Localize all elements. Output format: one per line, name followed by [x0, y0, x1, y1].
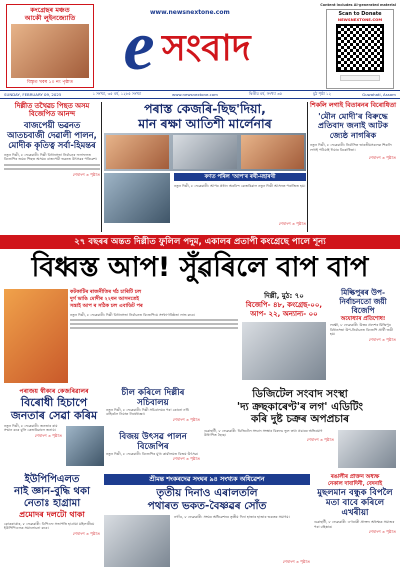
mukhya-story[interactable]: [314, 474, 396, 570]
right-col-more[interactable]: শেষাংশ ৩ পৃষ্ঠাত: [368, 155, 396, 161]
logo-word: সংবাদ: [162, 28, 251, 69]
left-col-subheadline: বাজপেয়ী ভৱনত আতচবাজী দেৱালী পালন, মোদীক কৃতিত্ব সৰ্বা-হিমন্তৰ: [7, 120, 97, 150]
kejriwal-headline-1: বিৰোধী হিচাপে: [20, 396, 88, 409]
kejriwal-story[interactable]: [4, 388, 104, 470]
center-photo: [104, 133, 306, 171]
main-headline[interactable]: বিধ্বস্ত আপ! সুঁৱৰিলে বাপ বাপ: [31, 252, 369, 283]
vijay-story[interactable]: [106, 432, 200, 472]
topleft-headline-1: কংগ্ৰেছৰ মঞ্চত: [30, 6, 70, 14]
dateline-bar: [0, 90, 400, 99]
right-col-story[interactable]: [310, 102, 396, 232]
digital-story[interactable]: [204, 388, 396, 470]
donate-url: NEWSNEXTONE.COM: [337, 17, 383, 22]
dateline-pages: মুঠ পৃষ্ঠা ১২: [313, 91, 332, 96]
center-more[interactable]: শেষাংশ ৩ পৃষ্ঠাত: [278, 221, 306, 226]
dateline-edition: দ্বিতীয় বৰ্ষ, সংখ্যা ৩৫: [248, 91, 283, 96]
donate-label: Scan to Donate: [338, 11, 382, 17]
mukhya-body: গুৱাহাটী, ৮ ফেব্ৰুৱাৰী: এগৰাকী প্ৰাক্তন অধ্যক্ষক সমাজৰ পৰা বহিষ্কাৰ।: [314, 520, 395, 529]
right-col-body: নতুন দিল্লী, ৮ ফেব্ৰুৱাৰী: নিৰ্বাসিত ভাৰতীয়সকলক শিকলি লগাই পঠিয়াই দিয়াৰ বিৰোধিতা।: [310, 143, 392, 152]
left-col-body: নতুন দিল্লী, ৮ ফেব্ৰুৱাৰী: দিল্লী বিধানসভা নিৰ্বাচনৰ ফলাফলত বিজেপিৰ জয়ৰ পিছত অসমৰ বাজপেয়ী ভৱনত উৎসৱৰ পৰিৱেশ।: [4, 153, 97, 162]
bullet-item: সন্ত্ৰাই আপ ৰ সঠিক চল এবাডিট পৰ: [70, 303, 143, 309]
donate-box[interactable]: [326, 9, 394, 89]
kejriwal-photo: [66, 426, 104, 466]
dateline-place: Guwahati, Assam: [362, 92, 396, 97]
digital-body: গুৱাহাটী, ৮ ফেব্ৰুৱাৰী: ডিজিটেল সংবাদ সংস্থাৰ বিৰুদ্ধে ভুল তথ্য প্ৰচাৰৰ অভিযোগ উত্থাপিত হৈছে।: [204, 428, 323, 437]
center-headline-1: পৰাস্ত কেজৰি-ছিছ'দিয়া,: [144, 101, 266, 116]
divider: [307, 102, 308, 232]
sankardeb-photo: [104, 515, 170, 567]
digital-photo: [338, 430, 396, 468]
mukhya-headline: মুছলমান বন্ধুক বিপলৈ মতা বাবে কৰিলে এখৰীয়া: [317, 488, 393, 519]
bullet-item: দুৰ্গ ভাঙি মোদীৰ ২২ষন আসনতেই: [70, 296, 139, 302]
results-line-1: বিজেপি- ৪৮, কংগ্ৰেছ-০০,: [245, 301, 323, 309]
results-line-2: আপ- ২২, অন্যান্য- ০০: [250, 310, 318, 318]
center-small-photo: [104, 173, 170, 223]
ups-more[interactable]: শেষাংশ ৩ পৃষ্ঠাত: [72, 530, 100, 536]
dateline-web[interactable]: www.newsnextone.com: [172, 92, 218, 97]
digital-headline-2: 'দ্য ক্ৰছকাৰেণ্ট'ৰ লগ' এডিটিং: [236, 400, 364, 413]
ups-sub: প্ৰমোদৰ দলটো থাকা: [19, 510, 85, 519]
ups-headline-2: নাই জ্ঞান-বুদ্ধি থকা: [14, 486, 90, 497]
results-box[interactable]: [242, 292, 326, 382]
vijay-body: নতুন দিল্লী, ৮ ফেব্ৰুৱাৰী: বিজেপিৰ মুখ্য কাৰ্যালয়ত বিজয় উৎসৱ।: [106, 452, 199, 456]
ups-story[interactable]: [4, 474, 100, 570]
left-col-headline: দিল্লীত তথৈৱচ পিছত অসম বিজেপিত আনন্দ: [14, 102, 90, 118]
secretariat-body: নতুন দিল্লী, ৮ ফেব্ৰুৱাৰী: দিল্লী সচিবালয়ৰ পৰা কোনো নথি বাহিৰলৈ নিয়াত নিষেধাজ্ঞা।: [106, 408, 189, 417]
sankardeb-headline-2: পথাৰত ভকত-বৈষ্ণৱৰ সোঁত: [147, 499, 267, 512]
kejriwal-headline-2: জনতাৰ সেৱা কৰিম: [10, 409, 98, 422]
ups-headline-1: ইউপিপিএলত: [24, 474, 80, 485]
mukhya-kicker-2: নেকাল দাবাদিনী, বেদনাই: [327, 480, 383, 487]
center-headline-2: মান ৰক্ষা আতিশী মাৰ্লেনাৰ: [138, 116, 272, 131]
milkipur-headline: মিল্কিপুৰৰ উপ-নিৰ্বাচনতো জয়ী বিজেপি: [339, 288, 387, 315]
dateline-date: SUNDAY, FEBRUARY 09, 2025: [4, 92, 62, 97]
vijay-headline: বিজয় উৎসৱ পালন বিজেপিৰ: [119, 432, 187, 452]
center-caption: কণত পৰিল 'আপ'ৰ ৰথী-মহাৰথী: [174, 173, 306, 181]
divider: [101, 102, 102, 232]
mukhya-kicker: ৰঙালীৰ প্ৰাক্তন অধ্যক্ষ: [330, 474, 380, 480]
bullets-body: নতুন দিল্লী, ৮ ফেব্ৰুৱাৰী: দিল্লী বিধানসভা নিৰ্বাচনত বিজেপিয়ে সংখ্যাগৰিষ্ঠতা লাভ কৰে।: [70, 313, 195, 317]
topleft-box[interactable]: [6, 4, 94, 88]
masthead-url[interactable]: www.newsnextone.com: [150, 9, 230, 16]
ai-badge: Content includes AI-generated material: [320, 3, 396, 7]
digital-headline-3: কৰি দুষ্ট চক্ৰৰ অপপ্ৰচাৰ: [250, 413, 350, 425]
results-title: দিল্লী, মুঠ: ৭০: [264, 292, 304, 300]
topleft-footer[interactable]: বিস্তৃত খবৰ ১০ নং পৃষ্ঠাত: [26, 80, 74, 85]
results-photo: [242, 322, 326, 380]
digital-more[interactable]: শেষাংশ ৩ পৃষ্ঠাত: [306, 437, 334, 443]
right-col-headline: 'মৌন মোদী'ৰ বিৰুদ্ধে প্ৰতিবাদ জনাই আটক জ্যেষ্ঠ নাগৰিক: [317, 110, 389, 140]
milkipur-more[interactable]: শেষাংশ ৩ পৃষ্ঠাত: [368, 336, 396, 342]
secretariat-headline: চীল কৰিলে দিল্লীৰ সচিবালয়: [121, 388, 185, 408]
kejriwal-body: নতুন দিল্লী, ৮ ফেব্ৰুৱাৰী: জনতাৰ ৰায় সন্মান কৰে বুলি কেজৰিৱালে জনায়।: [4, 424, 58, 433]
sankardeb-banner[interactable]: শ্ৰীমন্ত শংকৰদেৱ সংঘৰ ৯৪ সংখ্যক অধিৱেশন: [104, 474, 310, 485]
dateline-issue: ১ সংখ্যা, ৩৫ বৰ্ষ, ১২৮৫ সংখ্যা: [92, 91, 142, 96]
kejriwal-more[interactable]: শেষাংশ ৩ পৃষ্ঠাত: [34, 432, 62, 438]
sankardeb-story[interactable]: [104, 487, 310, 570]
ups-headline-3: নেতাঃ হাগ্ৰামা: [23, 498, 81, 509]
sankardeb-body: নগাঁও, ৮ ফেব্ৰুৱাৰী: সংঘৰ অধিৱেশনৰ তৃতীয় দিনা হাজাৰ হাজাৰ ভকতৰ সমাগম।: [174, 515, 290, 519]
mukhya-more[interactable]: শেষাংশ ৩ পৃষ্ঠাত: [368, 529, 396, 534]
bullet-item: কটকাটিৰ ৰাজনীতিৰ ৰ্থঠ চাৰিটি চল: [70, 289, 142, 295]
center-body: নতুন দিল্লী, ৮ ফেব্ৰুৱাৰী: আপৰ প্ৰধান অৰবিন্দ কেজৰিৱাল নতুন দিল্লী আসনত পৰাজিত হয়।: [174, 184, 306, 188]
secretariat-more[interactable]: শেষাংশ ৩ পৃষ্ঠাত: [172, 416, 200, 422]
bullet-list[interactable]: [70, 289, 238, 385]
kejriwal-kicker: পৰাজয় স্বীকাৰ কেজৰিৱালৰ: [19, 388, 89, 395]
vijay-more[interactable]: শেষাংশ ৩ পৃষ্ঠাত: [172, 456, 200, 462]
milkipur-story[interactable]: [330, 289, 396, 384]
topleft-photo: [11, 24, 89, 78]
digital-headline-1: ডিজিটেল সংবাদ সংস্থা: [252, 388, 348, 400]
red-banner[interactable]: ২৭ বছৰৰ অন্তত দিল্লীত ফুলিল পদুম, একালৰ প্ৰতাপী কংগ্ৰেছে পালে শূন্য: [0, 235, 400, 249]
left-col-more[interactable]: শেষাংশ ৩ পৃষ্ঠাত: [72, 171, 100, 177]
bullets-photo: [4, 289, 68, 383]
sankardeb-headline-1: তৃতীয় দিনাও এৰালতলি: [156, 487, 258, 499]
logo-e-letter: e: [123, 8, 155, 85]
right-col-kicker: শিকলি লগাই বিতাৰনৰ বিৰোধিতা: [310, 101, 396, 109]
ups-body: কোকৰাঝাৰ, ৮ ফেব্ৰুৱাৰী: বিপিএফ সভাপতি হাগ্ৰামা মহিলাৰীয়ে ইউপিপিএলক সমালোচনা কৰে।: [4, 522, 95, 531]
milkipur-body: লক্ষ্ণৌ, ৮ ফেব্ৰুৱাৰী: উত্তৰ প্ৰদেশৰ মিল্কিপুৰ বিধানসভা উপ-নিৰ্বাচনত বিজেপি প্ৰাৰ্থী জয়ী হয়।: [330, 323, 394, 337]
qr-code-icon[interactable]: [336, 24, 384, 72]
center-top-story[interactable]: [104, 101, 306, 233]
sankardeb-more[interactable]: শেষাংশ ৩ পৃষ্ঠাত: [282, 559, 310, 564]
milkipur-subhead: অযোধ্যাৰ প্ৰতিশোধ!: [340, 316, 386, 323]
topleft-headline-2: আকৌ লুইনজ্যোতি: [24, 14, 76, 22]
secretariat-story[interactable]: [106, 388, 200, 428]
left-col-story[interactable]: [4, 102, 100, 232]
